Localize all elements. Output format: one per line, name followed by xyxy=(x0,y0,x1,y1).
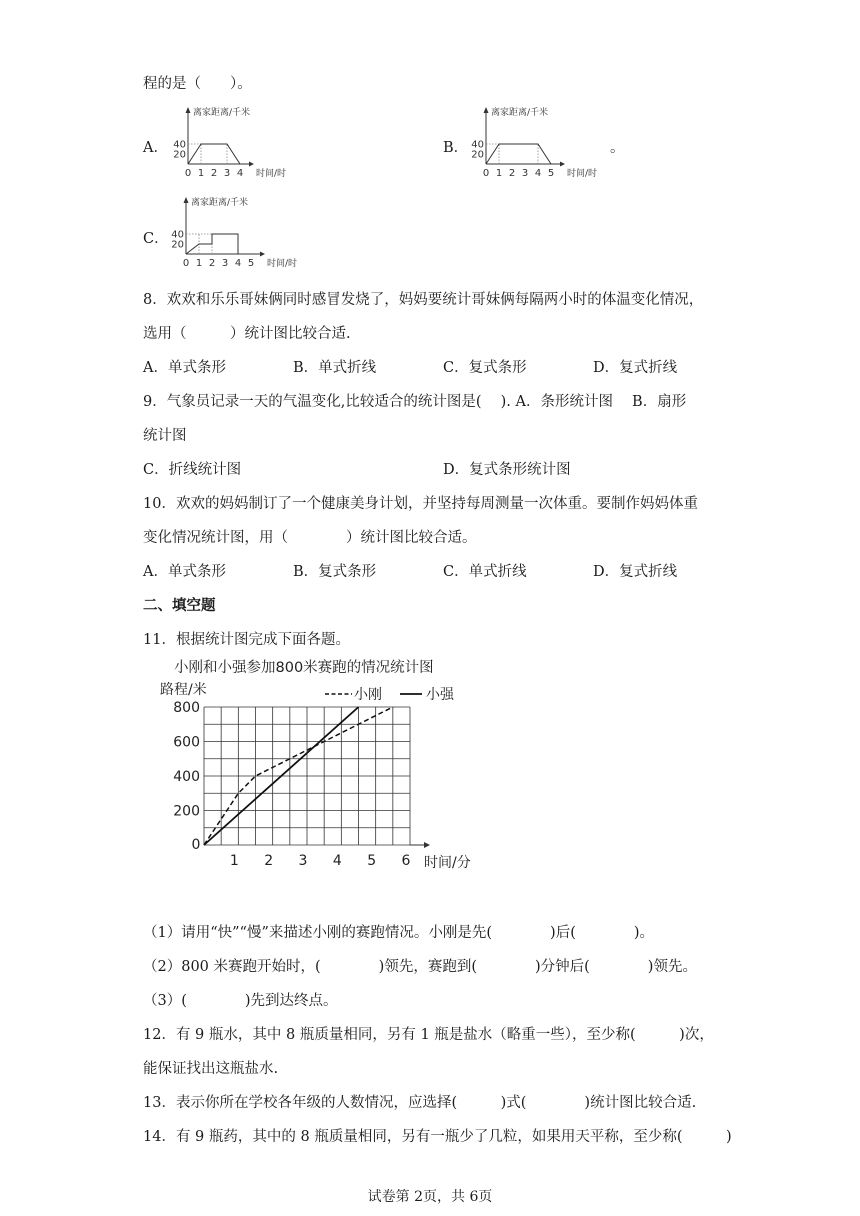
option-b-label[interactable]: B． xyxy=(443,140,469,156)
question-12-line2: 能保证找出这瓶盐水. xyxy=(143,1061,279,1077)
q8-option-a[interactable]: A．单式条形 xyxy=(143,360,226,376)
mini-x-tick: 4 xyxy=(236,168,244,179)
question-9-line2: 统计图 xyxy=(143,428,187,444)
mini-x-tick: 1 xyxy=(197,168,205,179)
question-10-line1: 10．欢欢的妈妈制订了一个健康美身计划，并坚持每周测量一次体重。要制作妈妈体重 xyxy=(143,496,698,512)
mini-x-label: 时间/时 xyxy=(567,169,598,179)
question-12-line1: 12．有 9 瓶水，其中 8 瓶质量相同，另有 1 瓶是盐水（略重一些），至少称( )次， xyxy=(143,1027,714,1043)
q8-option-d[interactable]: D．复式折线 xyxy=(593,360,678,376)
chart-y-label: 路程/米 xyxy=(160,682,207,698)
question-14: 14．有 9 瓶药，其中的 8 瓶质量相同，另有一瓶少了几粒，如果用天平称，至少称( ) xyxy=(143,1129,732,1145)
option-a-label[interactable]: A． xyxy=(143,140,168,156)
legend-label: 小强 xyxy=(426,687,454,703)
q9-option-d[interactable]: D．复式条形统计图 xyxy=(443,462,571,478)
question-11-part1: （1）请用“快”“慢”来描述小刚的赛跑情况。小刚是先( )后( )。 xyxy=(143,925,655,941)
mini-path xyxy=(188,144,240,164)
y-tick-label: 200 xyxy=(173,803,200,820)
mini-y-arrow xyxy=(186,107,191,113)
mini-y-label: 离家距离/千米 xyxy=(191,198,249,208)
q10-option-a[interactable]: A．单式条形 xyxy=(143,564,226,580)
mini-x-tick: 0 xyxy=(182,258,190,269)
mini-x-label: 时间/时 xyxy=(256,169,287,179)
mini-x-tick: 4 xyxy=(534,168,542,179)
option-c-label[interactable]: C． xyxy=(143,231,169,247)
mini-y-tick: 20 xyxy=(171,239,184,251)
mini-x-tick: 0 xyxy=(184,168,192,179)
q8-option-b[interactable]: B．单式折线 xyxy=(293,360,377,376)
y-tick-label: 400 xyxy=(173,769,200,785)
mini-y-arrow xyxy=(484,107,489,113)
chart-x-label: 时间/分 xyxy=(424,855,471,871)
question-11-part3: （3）( )先到达终点。 xyxy=(143,993,338,1009)
question-7-tail: 程的是（ ）。 xyxy=(143,76,252,92)
chart-x-arrow xyxy=(424,842,430,848)
mini-x-label: 时间/时 xyxy=(267,259,298,269)
mini-x-tick: 3 xyxy=(221,258,229,269)
x-tick-label: 3 xyxy=(298,853,308,869)
question-11: 11．根据统计图完成下面各题。 xyxy=(143,632,350,648)
mini-y-arrow xyxy=(184,197,189,203)
question-13: 13．表示你所在学校各年级的人数情况，应选择( )式( )统计图比较合适. xyxy=(143,1095,697,1111)
mini-x-tick: 3 xyxy=(223,168,231,179)
mini-path xyxy=(486,144,551,164)
q10-option-b[interactable]: B．复式条形 xyxy=(293,564,377,580)
question-9-line1: 9．气象员记录一天的气温变化,比较适合的统计图是( ). A．条形统计图 B．扇形 xyxy=(143,394,687,410)
question-8-line1: 8．欢欢和乐乐哥妹俩同时感冒发烧了，妈妈要统计哥妹俩每隔两小时的体温变化情况， xyxy=(143,292,704,308)
option-b-chart xyxy=(466,104,616,184)
option-a-chart xyxy=(168,104,308,184)
mini-y-tick: 20 xyxy=(173,149,186,161)
question-11-part2: （2）800 米赛跑开始时，( )领先，赛跑到( )分钟后( )领先。 xyxy=(143,959,697,975)
mini-x-tick: 1 xyxy=(195,258,203,269)
option-c-chart xyxy=(166,194,316,274)
chart-title: 小刚和小强参加800米赛跑的情况统计图 xyxy=(174,660,434,676)
mini-x-tick: 2 xyxy=(208,258,216,269)
x-tick-label: 5 xyxy=(367,853,377,869)
x-tick-label: 2 xyxy=(264,853,274,869)
option-b-suffix: 。 xyxy=(610,140,625,156)
mini-y-tick: 40 xyxy=(171,229,184,241)
q10-option-c[interactable]: C．单式折线 xyxy=(443,564,527,580)
mini-x-arrow xyxy=(560,162,565,167)
question-8-line2: 选用（ ）统计图比较合适. xyxy=(143,326,351,342)
mini-y-tick: 40 xyxy=(173,139,186,151)
question-10-line2: 变化情况统计图，用（ ）统计图比较合适。 xyxy=(143,530,477,546)
mini-x-tick: 0 xyxy=(482,168,490,179)
q9-option-c[interactable]: C．折线统计图 xyxy=(143,462,242,478)
mini-y-label: 离家距离/千米 xyxy=(193,108,251,118)
x-tick-label: 6 xyxy=(401,853,411,869)
mini-y-label: 离家距离/千米 xyxy=(491,108,549,118)
x-tick-label: 4 xyxy=(332,853,342,869)
mini-y-tick: 20 xyxy=(471,149,484,161)
q8-option-c[interactable]: C．复式条形 xyxy=(443,360,527,376)
page-footer: 试卷第 2页，共 6页 xyxy=(367,1189,493,1205)
mini-x-tick: 5 xyxy=(547,168,555,179)
mini-y-tick: 40 xyxy=(471,139,484,151)
q10-option-d[interactable]: D．复式折线 xyxy=(593,564,678,580)
y-tick-label: 800 xyxy=(173,700,200,716)
mini-x-arrow xyxy=(260,252,265,257)
mini-x-tick: 4 xyxy=(234,258,242,269)
race-line-chart xyxy=(160,652,490,874)
x-tick-label: 1 xyxy=(229,853,239,869)
x-tick-label: 0 xyxy=(191,837,201,853)
mini-x-tick: 2 xyxy=(508,168,516,179)
mini-x-arrow xyxy=(249,162,254,167)
mini-x-tick: 5 xyxy=(247,258,255,269)
legend-label: 小刚 xyxy=(354,687,382,703)
mini-x-tick: 1 xyxy=(495,168,503,179)
mini-x-tick: 3 xyxy=(521,168,529,179)
mini-x-tick: 2 xyxy=(210,168,218,179)
y-tick-label: 600 xyxy=(173,734,200,751)
section-heading: 二、填空题 xyxy=(143,597,216,614)
